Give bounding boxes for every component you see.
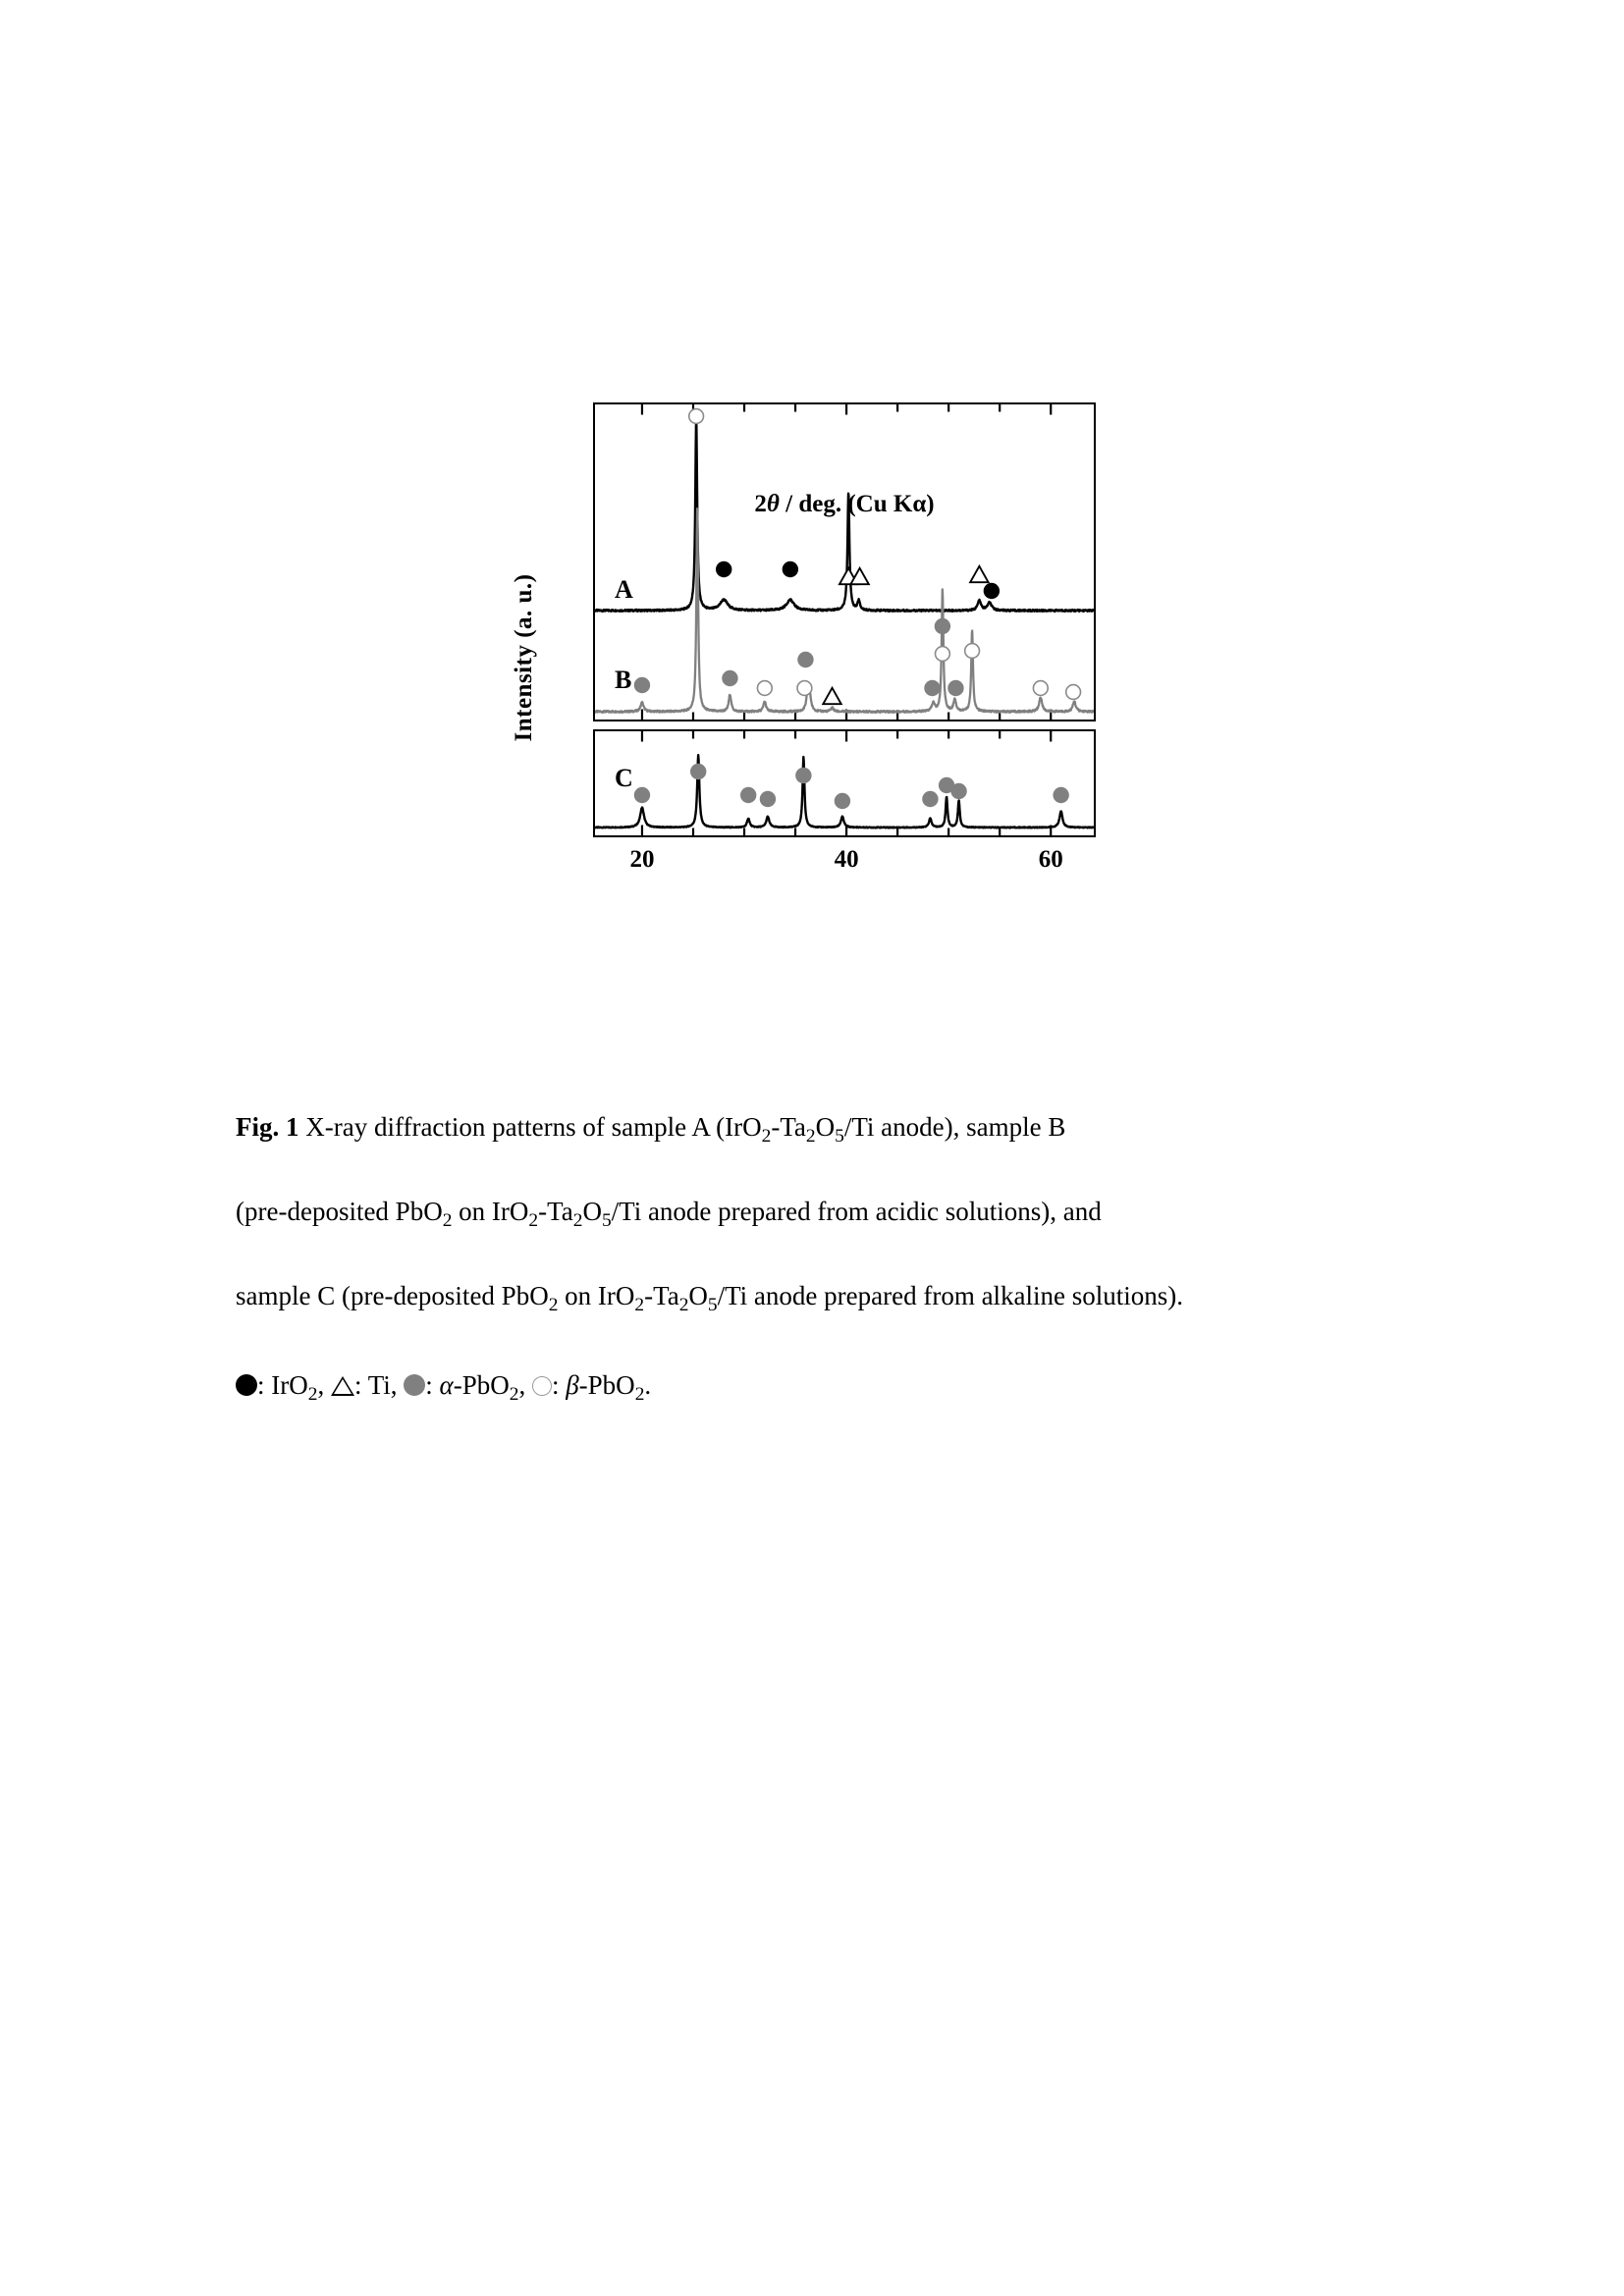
- legend-beta-pbo2-open-circle-icon: [532, 1376, 552, 1396]
- legend-alpha-comma: ,: [518, 1369, 532, 1400]
- x-tick-label-40: 40: [834, 846, 859, 873]
- caption-l3-d: O: [688, 1281, 708, 1311]
- caption-l3-b: on IrO: [558, 1281, 635, 1311]
- caption-l1-sub2: 2: [805, 1126, 816, 1148]
- panel-label-c: C: [615, 764, 633, 792]
- legend-alpha-pbo2-gray-circle-icon: [404, 1374, 425, 1396]
- legend-ti-open-triangle-icon: [331, 1376, 354, 1396]
- legend-beta-sep: :: [551, 1369, 567, 1400]
- x-tick-label-60: 60: [1038, 846, 1063, 873]
- caption-l1-sub1: 2: [761, 1126, 772, 1148]
- legend-alpha-name: -PbO: [453, 1369, 510, 1400]
- caption-l3-sub2: 2: [634, 1295, 645, 1316]
- y-axis-label: Intensity (a. u.): [511, 573, 537, 742]
- caption-l1-c: O: [815, 1112, 836, 1142]
- legend-beta-name: -PbO: [578, 1369, 635, 1400]
- legend-iro2-filled-circle-icon: [236, 1374, 257, 1396]
- legend-alpha-sub: 2: [509, 1383, 519, 1405]
- caption-l2-d: O: [582, 1197, 602, 1227]
- legend-alpha-greek: α: [439, 1369, 454, 1400]
- caption-l3-sub1: 2: [548, 1295, 559, 1316]
- caption-l2-sub2: 2: [528, 1210, 539, 1232]
- figure-1: [0, 0, 1624, 1041]
- caption-l3-sub3: 2: [678, 1295, 689, 1316]
- x-axis-label-prefix: 2: [754, 491, 767, 517]
- caption-l3-a: sample C (pre-deposited PbO: [236, 1281, 549, 1311]
- caption-l1-sub3: 5: [835, 1126, 844, 1148]
- caption-line-3: [236, 1258, 1394, 1343]
- caption-l2-sub3: 2: [572, 1210, 583, 1232]
- caption-l2-c: -Ta: [538, 1197, 573, 1227]
- legend-beta-sub: 2: [634, 1383, 645, 1405]
- caption-line-1: [236, 1090, 1394, 1174]
- legend-iro2-comma: ,: [317, 1369, 331, 1400]
- legend-ti-label: : Ti,: [353, 1369, 405, 1400]
- legend-beta-end: .: [644, 1369, 652, 1400]
- panel-label-a: A: [615, 575, 633, 604]
- legend-beta-greek: β: [566, 1369, 579, 1400]
- figure-caption: [236, 1090, 1394, 1432]
- caption-legend-line: [236, 1348, 1394, 1432]
- caption-l2-sub4: 5: [601, 1210, 612, 1232]
- caption-l3-c: -Ta: [644, 1281, 679, 1311]
- caption-l1-d: /Ti anode), sample B: [843, 1112, 1066, 1142]
- caption-l3-e: /Ti anode prepared from alkaline solutions).: [717, 1281, 1184, 1311]
- caption-l2-sub1: 2: [442, 1210, 453, 1232]
- caption-l1-a: X-ray diffraction patterns of sample A (IrO: [298, 1112, 762, 1142]
- x-axis-label-theta: θ: [766, 491, 780, 517]
- caption-l2-e: /Ti anode prepared from acidic solutions), and: [611, 1197, 1102, 1227]
- x-tick-label-20: 20: [629, 846, 655, 873]
- caption-l2-b: on IrO: [452, 1197, 529, 1227]
- caption-fig-label: Fig. 1: [236, 1112, 299, 1142]
- caption-line-2: [236, 1174, 1394, 1258]
- caption-l3-sub4: 5: [707, 1295, 718, 1316]
- legend-iro2-sub: 2: [307, 1383, 318, 1405]
- xrd-plot: [593, 402, 1096, 942]
- panel-label-b: B: [615, 666, 632, 694]
- caption-l1-b: -Ta: [771, 1112, 806, 1142]
- x-axis-label-suffix: / deg. (Cu Kα): [779, 491, 935, 517]
- x-axis-label: [593, 491, 1096, 518]
- legend-alpha-sep: :: [425, 1369, 440, 1400]
- xrd-traces: [593, 402, 1096, 854]
- legend-iro2-label: : IrO: [257, 1369, 308, 1400]
- caption-l2-a: (pre-deposited PbO: [236, 1197, 443, 1227]
